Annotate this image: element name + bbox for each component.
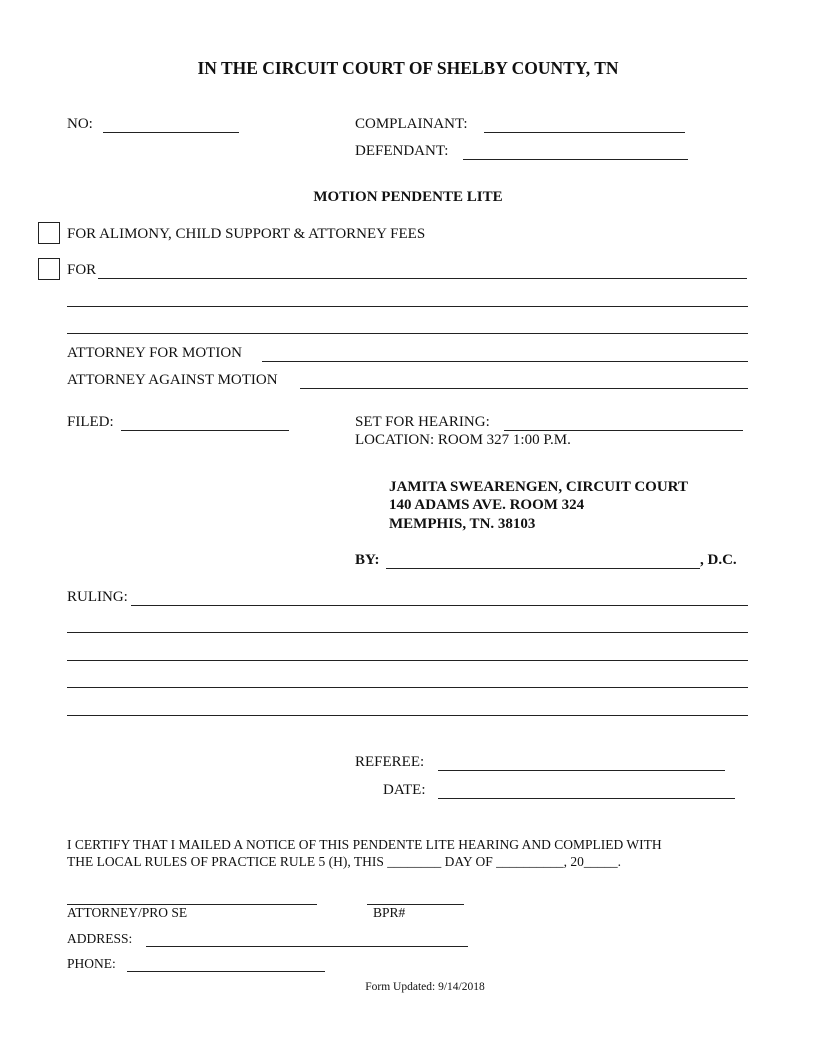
for-reason-line-3[interactable] — [67, 315, 748, 334]
attorney-against-motion-label: ATTORNEY AGAINST MOTION — [67, 372, 278, 388]
attorney-pro-se-label: ATTORNEY/PRO SE — [67, 905, 188, 920]
clerk-name: JAMITA SWEARENGEN, CIRCUIT COURT — [389, 479, 688, 495]
set-for-hearing-field[interactable] — [504, 412, 743, 431]
certification-line-2: THE LOCAL RULES OF PRACTICE RULE 5 (H), THIS ________ DAY OF __________, 20_____. — [67, 854, 622, 869]
motion-title: MOTION PENDENTE LITE — [313, 189, 503, 205]
defendant-field[interactable] — [463, 141, 688, 160]
court-title: IN THE CIRCUIT COURT OF SHELBY COUNTY, TN — [197, 58, 619, 78]
case-no-label: NO: — [67, 116, 93, 132]
referee-date-label: DATE: — [383, 782, 426, 798]
attorney-for-motion-field[interactable] — [262, 343, 748, 362]
alimony-option-label: FOR ALIMONY, CHILD SUPPORT & ATTORNEY FEES — [67, 226, 426, 242]
attorney-for-motion-label: ATTORNEY FOR MOTION — [67, 345, 243, 361]
case-no-field[interactable] — [103, 114, 239, 133]
for-reason-field[interactable] — [98, 260, 747, 279]
ruling-field[interactable] — [131, 587, 748, 606]
phone-field[interactable] — [127, 953, 325, 972]
bpr-number-field[interactable] — [367, 886, 464, 905]
dc-label: , D.C. — [700, 552, 737, 568]
other-motion-checkbox[interactable] — [38, 258, 60, 280]
referee-date-field[interactable] — [438, 780, 735, 799]
ruling-line-2[interactable] — [67, 614, 748, 633]
clerk-address: 140 ADAMS AVE. ROOM 324 — [389, 497, 585, 513]
alimony-checkbox[interactable] — [38, 222, 60, 244]
ruling-line-3[interactable] — [67, 642, 748, 661]
bpr-label: BPR# — [373, 905, 406, 920]
hearing-location: LOCATION: ROOM 327 1:00 P.M. — [355, 432, 571, 448]
by-label: BY: — [355, 552, 380, 568]
clerk-city: MEMPHIS, TN. 38103 — [389, 516, 536, 532]
address-label: ADDRESS: — [67, 931, 133, 946]
complainant-label: COMPLAINANT: — [355, 116, 468, 132]
certification-line-1: I CERTIFY THAT I MAILED A NOTICE OF THIS PENDENTE LITE HEARING AND COMPLIED WITH — [67, 837, 662, 852]
deputy-clerk-signature-field[interactable] — [386, 550, 700, 569]
for-reason-line-2[interactable] — [67, 288, 748, 307]
phone-label: PHONE: — [67, 956, 116, 971]
ruling-line-5[interactable] — [67, 697, 748, 716]
attorney-against-motion-field[interactable] — [300, 370, 748, 389]
ruling-line-4[interactable] — [67, 669, 748, 688]
defendant-label: DEFENDANT: — [355, 143, 449, 159]
complainant-field[interactable] — [484, 114, 685, 133]
set-for-hearing-label: SET FOR HEARING: — [355, 414, 490, 430]
referee-field[interactable] — [438, 752, 725, 771]
filed-field[interactable] — [121, 412, 289, 431]
form-updated-note: Form Updated: 9/14/2018 — [365, 981, 485, 993]
for-option-label: FOR — [67, 262, 97, 278]
attorney-signature-field[interactable] — [67, 886, 317, 905]
filed-label: FILED: — [67, 414, 114, 430]
address-field[interactable] — [146, 928, 468, 947]
ruling-label: RULING: — [67, 589, 128, 605]
referee-label: REFEREE: — [355, 754, 425, 770]
